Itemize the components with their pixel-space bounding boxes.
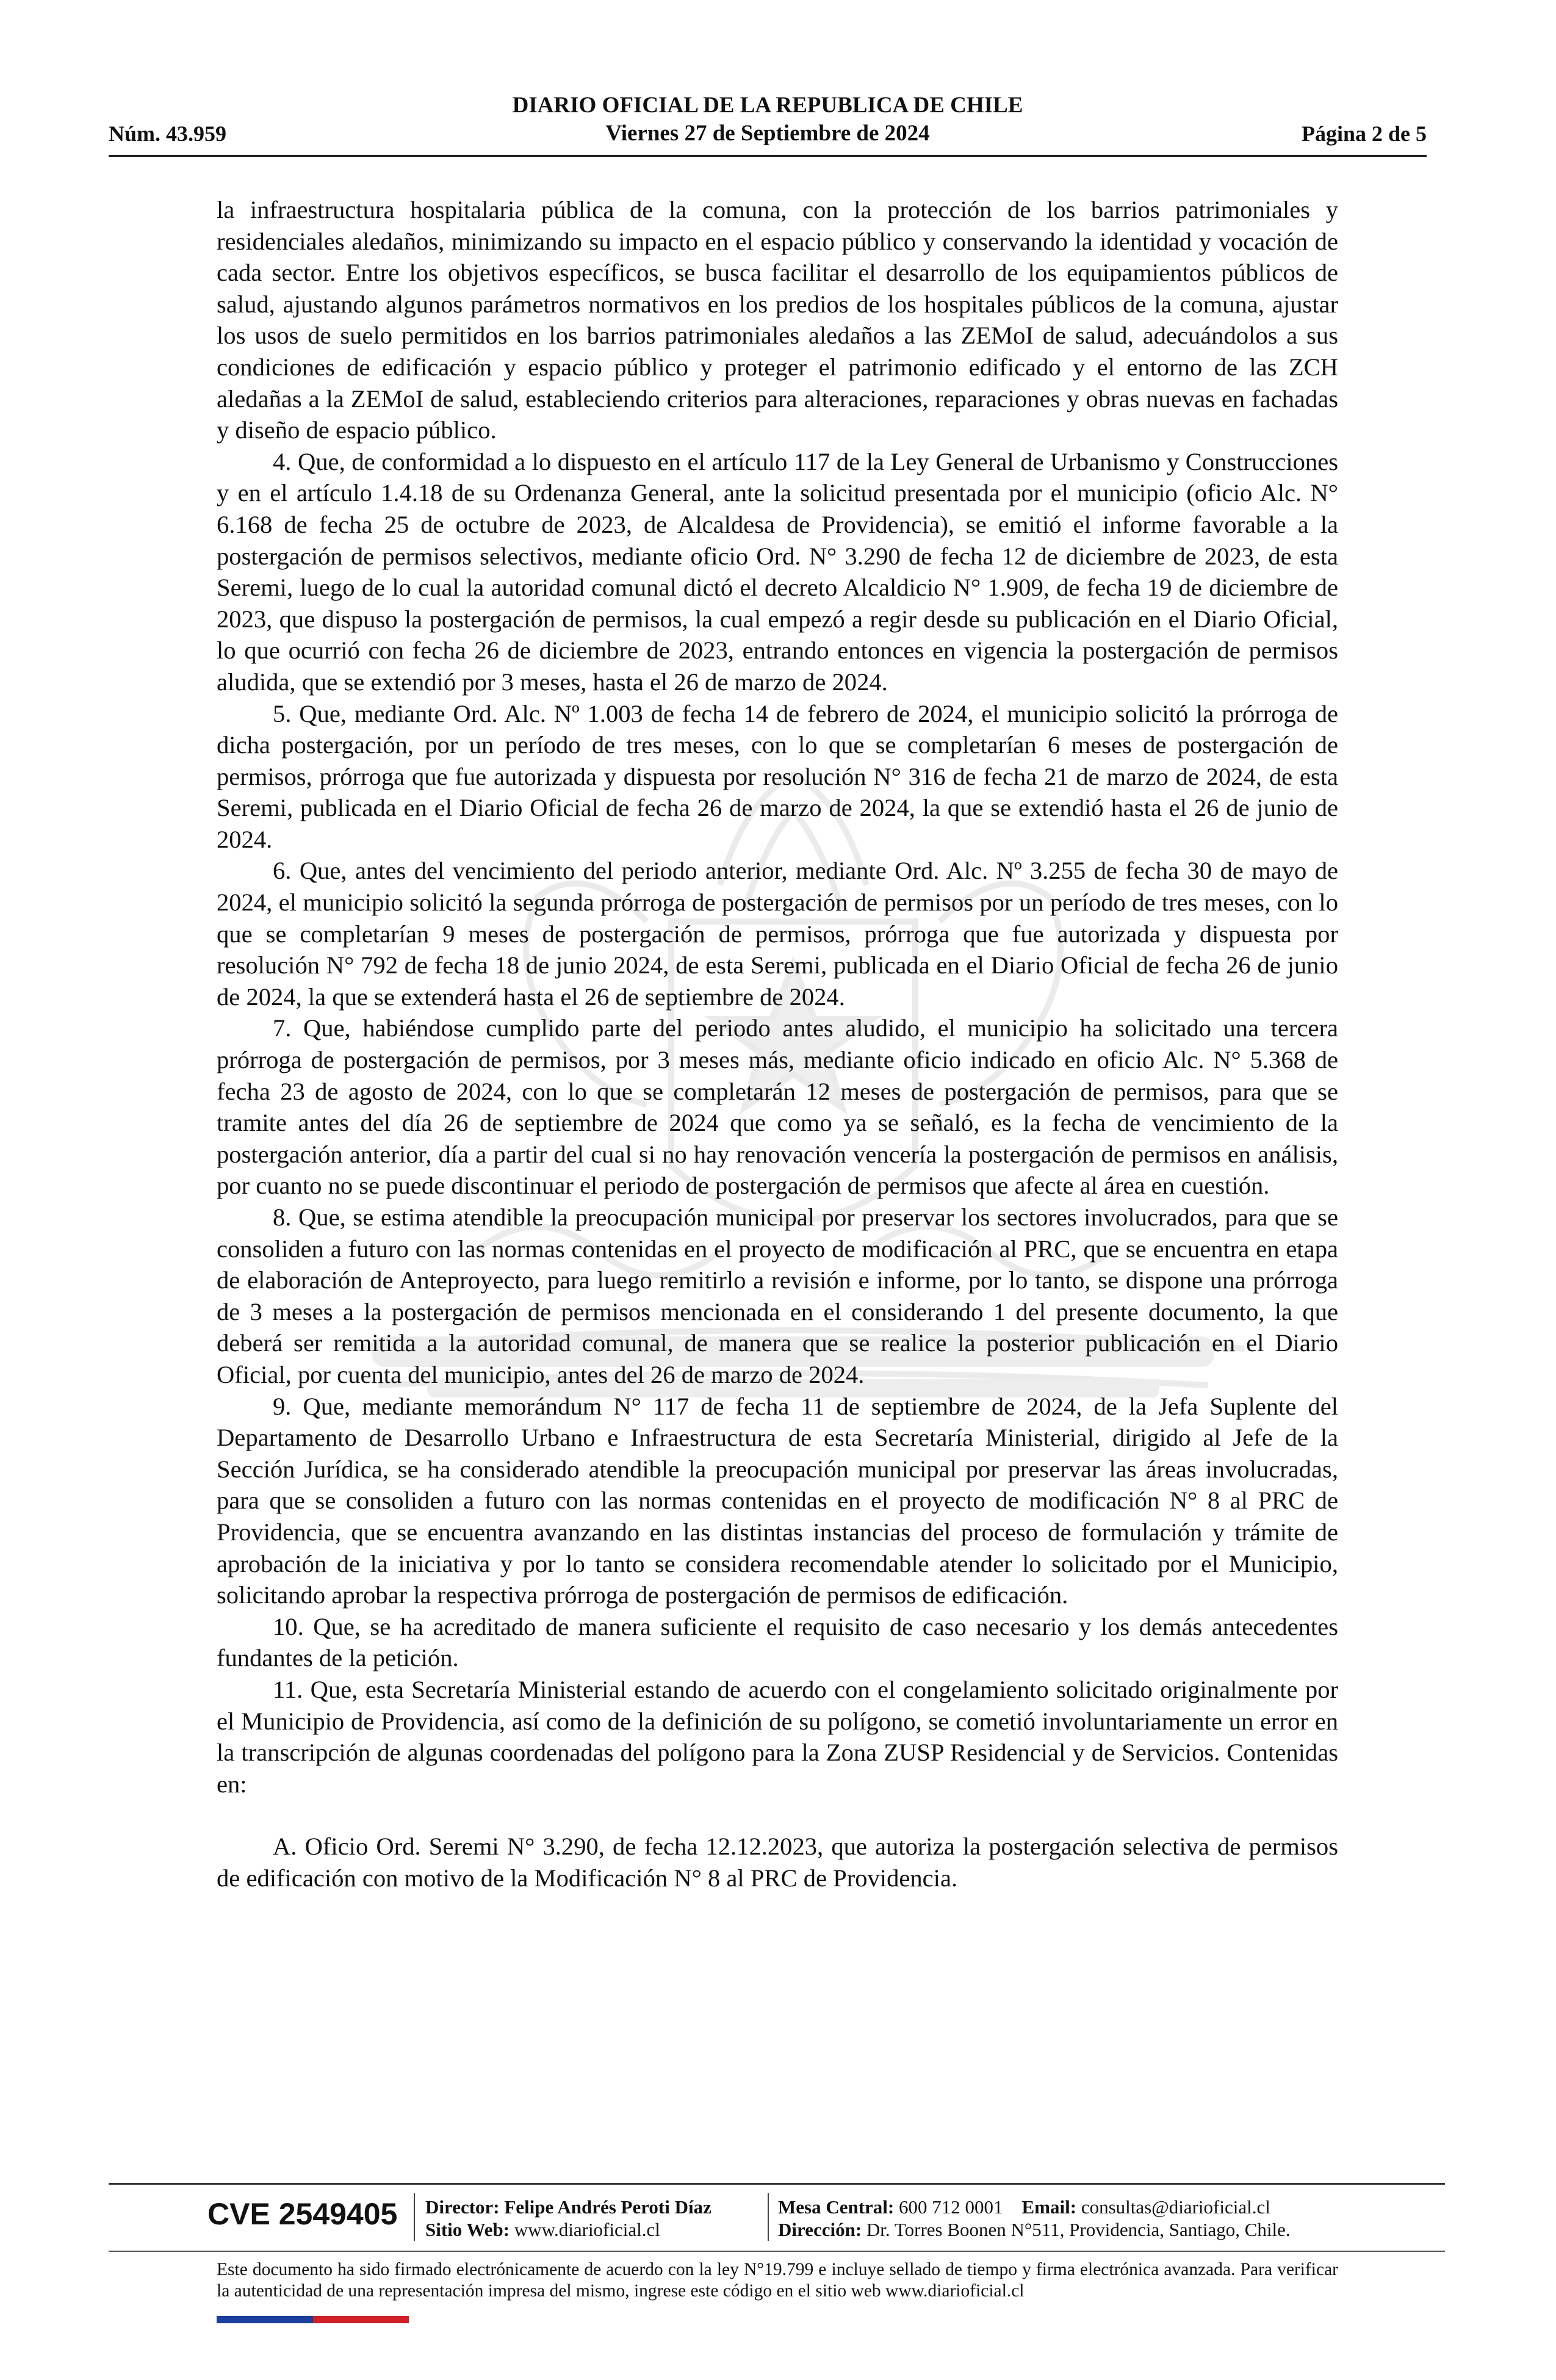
director-name: Felipe Andrés Peroti Díaz <box>504 2196 711 2218</box>
footer-divider <box>109 2183 1445 2185</box>
website-label: Sitio Web: <box>425 2219 510 2240</box>
email-link[interactable]: consultas@diarioficial.cl <box>1081 2196 1270 2218</box>
issue-number: Núm. 43.959 <box>109 121 227 146</box>
page-number: Página 2 de 5 <box>1301 121 1427 146</box>
paragraph-a: A. Oficio Ord. Seremi N° 3.290, de fecha 12.12.2023, que autoriza la postergación selectiva de permisos de edificación con motivo de la Modificación N° 8 al PRC de Providencia. <box>217 1833 1338 1892</box>
website-link[interactable]: www.diarioficial.cl <box>514 2219 660 2240</box>
paragraph-continuation: la infraestructura hospitalaria pública de la comuna, con la protección de los barrios patrimoniales y residenciales aledaños, minimizando su impacto en el espacio público y conservando la identidad y vocación de cada sector. Entre los objetivos específicos, se busca facilitar el desarrollo de los equipamientos públicos de salud, ajustando algunos parámetros normativos en los predios de los hospitales públicos de la comuna, ajustar los usos de suelo permitidos en los barrios patrimoniales aledaños a las ZEMoI de salud, adecuándolos a sus condiciones de edificación y espacio público y proteger el patrimonio edificado y el entorno de las ZCH aledañas a la ZEMoI de salud, estableciendo criterios para alteraciones, reparaciones y obras nuevas en fachadas y diseño de espacio público. <box>217 196 1338 444</box>
document-body <box>217 194 1338 1894</box>
mesa-label: Mesa Central: <box>778 2196 895 2218</box>
paragraph-5: 5. Que, mediante Ord. Alc. Nº 1.003 de fecha 14 de febrero de 2024, el municipio solicitó la prórroga de dicha postergación, por un período de tres meses, con lo que se completarían 6 meses de postergación de permisos, prórroga que fue autorizada y dispuesta por resolución N° 316 de fecha 21 de marzo de 2024, de esta Seremi, publicada en el Diario Oficial de fecha 26 de marzo de 2024, la que se extendió hasta el 26 de junio de 2024. <box>217 699 1338 853</box>
address-value: Dr. Torres Boonen N°511, Providencia, Santiago, Chile. <box>866 2219 1291 2240</box>
website-line <box>425 2218 711 2241</box>
email-label: Email: <box>1021 2196 1077 2218</box>
signature-disclaimer: Este documento ha sido firmado electrónicamente de acuerdo con la ley N°19.799 e incluye sellado de tiempo y firma electrónica avanzada. Para verificar la autenticidad de una representación impresa del mismo, ingrese este código en el sitio web www.diarioficial.cl <box>217 2260 1338 2301</box>
paragraph-6: 6. Que, antes del vencimiento del periodo anterior, mediante Ord. Alc. Nº 3.255 de fecha 30 de mayo de 2024, el municipio solicitó la segunda prórroga de postergación de permisos por un período de tres meses, con lo que se completarían 9 meses de postergación de permisos, prórroga que fue autorizada y dispuesta por resolución N° 792 de fecha 18 de junio 2024, de esta Seremi, publicada en el Diario Oficial de fecha 26 de junio de 2024, la que se extenderá hasta el 26 de septiembre de 2024. <box>217 857 1338 1011</box>
paragraph-9: 9. Que, mediante memorándum N° 117 de fecha 11 de septiembre de 2024, de la Jefa Suplente del Departamento de Desarrollo Urbano e Infraestructura de esta Secretaría Ministerial, dirigido al Jefe de la Sección Jurídica, se ha considerado atendible la preocupación municipal por preservar las áreas involucradas, para que se consoliden a futuro con las normas contenidas en el proyecto de modificación N° 8 al PRC de Providencia, que se encuentra avanzando en las distintas instancias del proceso de formulación y trámite de aprobación de la iniciativa y por lo tanto se considera recomendable atender lo solicitado por el Municipio, solicitando aprobar la respectiva prórroga de postergación de permisos de edificación. <box>217 1392 1338 1609</box>
address-line <box>778 2218 1291 2241</box>
cve-code: CVE 2549405 <box>207 2197 398 2231</box>
phone-email-line <box>778 2196 1291 2218</box>
director-label: Director: <box>425 2196 500 2218</box>
address-label: Dirección: <box>778 2219 862 2240</box>
paragraph-8: 8. Que, se estima atendible la preocupación municipal por preservar los sectores involucrados, para que se consoliden a futuro con las normas contenidas en el proyecto de modificación al PRC, que se encuentra en etapa de elaboración de Anteproyecto, para luego remitirlo a revisión e informe, por lo tanto, se dispone una prórroga de 3 meses a la postergación de permisos mencionada en el considerando 1 del presente documento, la que deberá ser remitida a la autoridad comunal, de manera que se realice la posterior publicación en el Diario Oficial, por cuenta del municipio, antes del 26 de marzo de 2024. <box>217 1203 1338 1388</box>
paragraph-11: 11. Que, esta Secretaría Ministerial estando de acuerdo con el congelamiento solicitado originalmente por el Municipio de Providencia, así como de la definición de su polígono, se cometió involuntariamente un error en la transcripción de algunas coordenadas del polígono para la Zona ZUSP Residencial y de Servicios. Contenidas en: <box>217 1675 1338 1798</box>
paragraph-7: 7. Que, habiéndose cumplido parte del periodo antes aludido, el municipio ha solicitado una tercera prórroga de postergación de permisos, por 3 meses más, mediante oficio indicado en oficio Alc. N° 5.368 de fecha 23 de agosto de 2024, con lo que se completarán 12 meses de postergación de permisos, para que se tramite antes del día 26 de septiembre de 2024 que como ya se señaló, es la fecha de vencimiento de la postergación anterior, día a partir del cual si no hay renovación vencería la postergación de permisos en análisis, por cuanto no se puede discontinuar el periodo de postergación de permisos que afecte al área en cuestión. <box>217 1014 1338 1200</box>
director-line <box>425 2196 711 2218</box>
footer-divider-2 <box>109 2251 1445 2252</box>
footer-contact-left <box>425 2196 711 2241</box>
paragraph-10: 10. Que, se ha acreditado de manera suficiente el requisito de caso necesario y los demás antecedentes fundantes de la petición. <box>217 1612 1338 1672</box>
footer-separator <box>768 2193 769 2241</box>
header-divider <box>109 155 1427 157</box>
flag-stripe <box>217 2316 409 2323</box>
footer-contact-right <box>778 2196 1291 2241</box>
header-center <box>109 92 1427 148</box>
footer-separator <box>414 2193 415 2241</box>
publication-date: Viernes 27 de Septiembre de 2024 <box>605 121 930 146</box>
flag-red-stripe <box>313 2316 409 2323</box>
paragraph-4: 4. Que, de conformidad a lo dispuesto en el artículo 117 de la Ley General de Urbanismo y Construcciones y en el artículo 1.4.18 de su Ordenanza General, ante la solicitud presentada por el municipio (oficio Alc. N° 6.168 de fecha 25 de octubre de 2023, de Alcaldesa de Providencia), se emitió el informe favorable a la postergación de permisos selectivos, mediante oficio Ord. N° 3.290 de fecha 12 de diciembre de 2023, de esta Seremi, luego de lo cual la autoridad comunal dictó el decreto Alcaldicio N° 1.909, de fecha 19 de diciembre de 2023, que dispuso la postergación de permisos, la cual empezó a regir desde su publicación en el Diario Oficial, lo que ocurrió con fecha 26 de diciembre de 2023, entrando entonces en vigencia la postergación de permisos aludida, que se extendió por 3 meses, hasta el 26 de marzo de 2024. <box>217 447 1338 696</box>
page-header <box>109 92 1427 159</box>
publication-title: DIARIO OFICIAL DE LA REPUBLICA DE CHILE <box>512 93 1023 118</box>
mesa-value: 600 712 0001 <box>899 2196 1003 2218</box>
flag-blue-stripe <box>217 2316 313 2323</box>
